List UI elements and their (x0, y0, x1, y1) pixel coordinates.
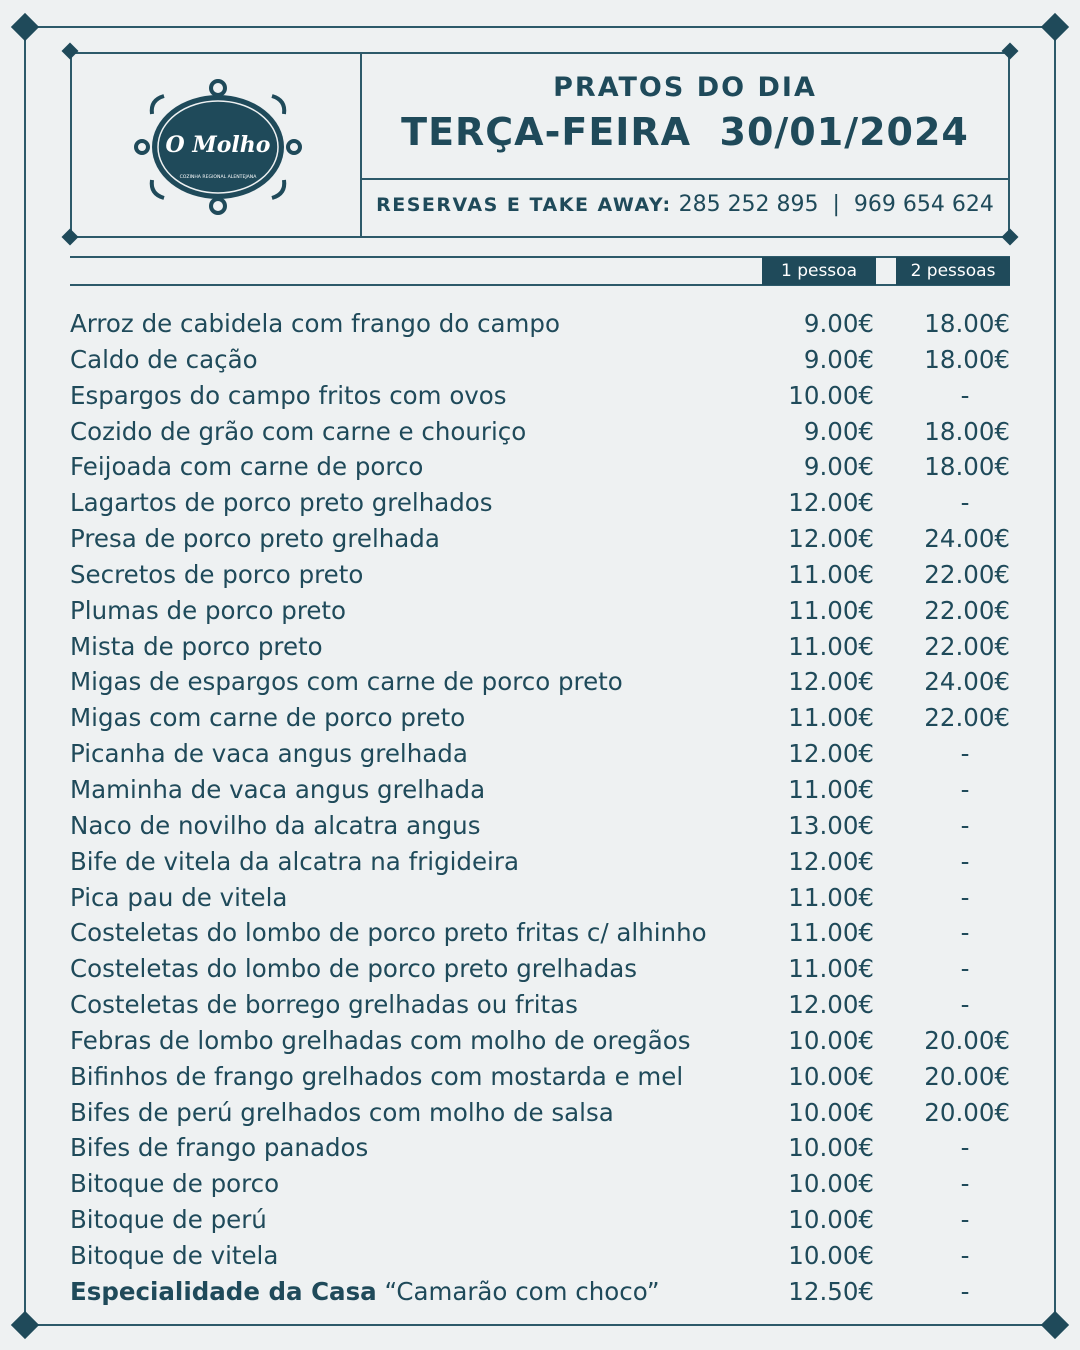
menu-item (70, 1238, 1015, 1274)
menu-list (70, 306, 1015, 1310)
price-2-persons: 24.00€ (924, 667, 1010, 697)
price-2-persons: 18.00€ (924, 309, 1010, 338)
price-1-person: 11.00€ (788, 703, 874, 733)
dish-name: Costeletas do lombo de porco preto grelhadas (70, 954, 638, 984)
frame-right (1054, 26, 1056, 1326)
contact-line (362, 192, 1008, 217)
price-1-person: 12.00€ (788, 739, 874, 769)
menu-item (70, 306, 1015, 342)
special-dish (70, 1274, 660, 1310)
dish-name: Lagartos de porco preto grelhados (70, 488, 493, 518)
price-1-person: 11.00€ (788, 774, 874, 804)
price-1-person: 11.00€ (788, 559, 874, 589)
price-1-person: 9.00€ (803, 416, 874, 446)
price-2-persons: 22.00€ (924, 559, 1010, 589)
dish-name: Costeletas do lombo de porco preto fritas c/ alhinho (70, 918, 707, 948)
dish-name: Mista de porco preto (70, 631, 323, 661)
corner-diamond (1041, 13, 1069, 41)
dish-name: Migas com carne de porco preto (70, 703, 466, 733)
menu-item (70, 1166, 1015, 1202)
menu-item (70, 1202, 1015, 1238)
price-2-persons: - (960, 882, 970, 912)
special-name: “Camarão com choco” (384, 1276, 660, 1306)
price-2-persons: - (960, 990, 970, 1020)
column-header-1-person: 1 pessoa (762, 257, 876, 285)
price-2-persons: 24.00€ (924, 524, 1010, 554)
price-2-persons: - (960, 1205, 970, 1235)
menu-item (70, 772, 1015, 808)
price-1-person: 9.00€ (803, 309, 874, 338)
menu-item (70, 915, 1015, 951)
menu-item (70, 414, 1015, 450)
menu-item (70, 880, 1015, 916)
price-1-person: 9.00€ (803, 452, 874, 482)
dish-name: Secretos de porco preto (70, 559, 364, 589)
dish-name: Costeletas de borrego grelhadas ou fritas (70, 990, 578, 1020)
price-2-persons: 22.00€ (924, 703, 1010, 733)
price-2-persons: - (960, 774, 970, 804)
dish-name: Espargos do campo fritos com ovos (70, 380, 507, 410)
corner-diamond (11, 13, 39, 41)
frame-top (22, 26, 1058, 28)
menu-item (70, 951, 1015, 987)
price-1-person: 11.00€ (788, 595, 874, 625)
menu-item (70, 629, 1015, 665)
price-2-persons: - (960, 380, 970, 410)
dish-name: Naco de novilho da alcatra angus (70, 810, 481, 840)
price-1-person: 12.50€ (788, 1276, 874, 1306)
dish-name: Caldo de cação (70, 344, 258, 374)
menu-item (70, 1023, 1015, 1059)
header-hline (362, 178, 1008, 180)
menu-item (70, 844, 1015, 880)
corner-diamond (1041, 1311, 1069, 1339)
contact-numbers: 285 252 895 | 969 654 624 (678, 192, 994, 217)
menu-item (70, 557, 1015, 593)
price-2-persons: 20.00€ (924, 1025, 1010, 1055)
corner-diamond (11, 1311, 39, 1339)
price-2-persons: - (960, 1240, 970, 1270)
column-header-2-persons: 2 pessoas (896, 257, 1010, 285)
price-2-persons: 18.00€ (924, 452, 1010, 482)
menu-item-special (70, 1274, 1015, 1310)
menu-item (70, 378, 1015, 414)
frame-bottom (22, 1324, 1058, 1326)
price-1-person: 10.00€ (788, 1025, 874, 1055)
price-2-persons: 22.00€ (924, 631, 1010, 661)
price-1-person: 11.00€ (788, 882, 874, 912)
price-1-person: 10.00€ (788, 1133, 874, 1163)
menu-item (70, 485, 1015, 521)
price-1-person: 12.00€ (788, 846, 874, 876)
dish-name: Bitoque de porco (70, 1169, 280, 1199)
dish-name: Bifes de perú grelhados com molho de salsa (70, 1097, 614, 1127)
menu-item (70, 449, 1015, 485)
price-2-persons: - (960, 846, 970, 876)
price-2-persons: - (960, 954, 970, 984)
menu-item (70, 987, 1015, 1023)
price-2-persons: - (960, 1133, 970, 1163)
menu-item (70, 736, 1015, 772)
price-2-persons: 18.00€ (924, 344, 1010, 374)
menu-item (70, 342, 1015, 378)
price-1-person: 11.00€ (788, 918, 874, 948)
price-2-persons: - (960, 739, 970, 769)
dish-name: Bitoque de vitela (70, 1240, 279, 1270)
dish-name: Bifes de frango panados (70, 1133, 369, 1163)
logo-text: O Molho (165, 132, 271, 158)
price-1-person: 12.00€ (788, 667, 874, 697)
dish-name: Maminha de vaca angus grelhada (70, 774, 486, 804)
price-2-persons: - (960, 918, 970, 948)
menu-item (70, 521, 1015, 557)
contact-label: RESERVAS E TAKE AWAY: (376, 194, 672, 216)
menu-item (70, 808, 1015, 844)
frame-left (24, 26, 26, 1326)
dish-name: Picanha de vaca angus grelhada (70, 739, 468, 769)
price-1-person: 13.00€ (788, 810, 874, 840)
price-2-persons: 18.00€ (924, 416, 1010, 446)
dish-name: Migas de espargos com carne de porco preto (70, 667, 623, 697)
price-1-person: 11.00€ (788, 954, 874, 984)
price-2-persons: - (960, 1169, 970, 1199)
menu-item (70, 1059, 1015, 1095)
special-label: Especialidade da Casa (70, 1276, 377, 1306)
price-1-person: 10.00€ (788, 1061, 874, 1091)
menu-item (70, 593, 1015, 629)
dish-name: Cozido de grão com carne e chouriço (70, 416, 527, 446)
price-2-persons: - (960, 488, 970, 518)
price-1-person: 10.00€ (788, 1097, 874, 1127)
price-1-person: 11.00€ (788, 631, 874, 661)
price-2-persons: - (960, 810, 970, 840)
header-box (70, 52, 1010, 238)
price-1-person: 12.00€ (788, 990, 874, 1020)
dish-name: Plumas de porco preto (70, 595, 347, 625)
dish-name: Pica pau de vitela (70, 882, 288, 912)
price-1-person: 10.00€ (788, 1169, 874, 1199)
dish-name: Presa de porco preto grelhada (70, 524, 440, 554)
price-2-persons: 20.00€ (924, 1061, 1010, 1091)
dish-name: Bifinhos de frango grelhados com mostarda e mel (70, 1061, 684, 1091)
dish-name: Bitoque de perú (70, 1205, 267, 1235)
menu-item (70, 664, 1015, 700)
price-1-person: 10.00€ (788, 380, 874, 410)
title-small: PRATOS DO DIA (553, 72, 817, 103)
dish-name: Bife de vitela da alcatra na frigideira (70, 846, 519, 876)
dish-name: Arroz de cabidela com frango do campo (70, 309, 560, 338)
logo-emblem (134, 78, 302, 216)
menu-item (70, 1095, 1015, 1131)
menu-item (70, 700, 1015, 736)
logo-subtitle: COZINHA REGIONAL ALENTEJANA (179, 175, 257, 180)
price-1-person: 10.00€ (788, 1240, 874, 1270)
price-1-person: 12.00€ (788, 524, 874, 554)
price-2-persons: 20.00€ (924, 1097, 1010, 1127)
menu-item (70, 1130, 1015, 1166)
page-title: TERÇA-FEIRA 30/01/2024 (401, 110, 969, 154)
price-1-person: 12.00€ (788, 488, 874, 518)
dish-name: Febras de lombo grelhadas com molho de oregãos (70, 1025, 691, 1055)
price-1-person: 10.00€ (788, 1205, 874, 1235)
price-2-persons: - (960, 1276, 970, 1306)
price-1-person: 9.00€ (803, 344, 874, 374)
dish-name: Feijoada com carne de porco (70, 452, 424, 482)
price-2-persons: 22.00€ (924, 595, 1010, 625)
